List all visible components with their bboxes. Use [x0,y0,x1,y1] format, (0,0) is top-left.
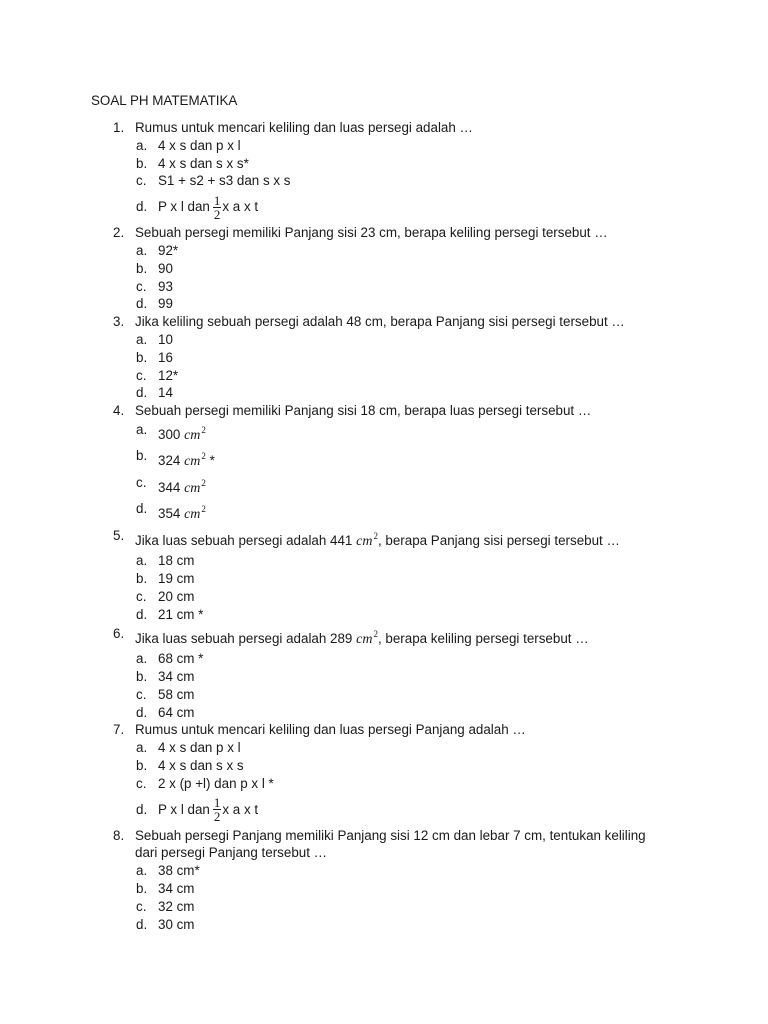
option-text: 93 [158,278,173,294]
option-text: 21 cm * [158,606,204,622]
option-8c [91,898,691,916]
option-5a [91,552,691,570]
unit-text: cm [184,427,201,443]
option-8b [91,880,691,898]
option-label: b. [136,571,148,587]
unit-cm-squared [184,424,206,443]
option-label: a. [136,242,148,258]
option-label: d. [136,296,148,312]
question-text: Rumus untuk mencari keliling dan luas persegi adalah … [135,120,473,135]
option-text: 30 cm [158,916,195,932]
question-text-end: , berapa Panjang sisi persegi tersebut … [377,532,620,548]
fraction-denominator: 2 [213,809,221,825]
option-label: c. [136,173,147,189]
option-text: 4 x s dan s x s [158,757,244,773]
option-label: d. [136,606,148,622]
option-label: b. [136,880,148,896]
option-value: 300 [158,426,181,442]
question-number: 1. [113,120,125,135]
question-7 [91,721,691,739]
option-label: a. [136,553,148,569]
option-1b [91,155,691,173]
option-label: d. [136,916,148,932]
option-text: 12* [158,367,179,383]
option-text-end: x a x t [222,199,259,215]
option-4a [91,420,691,447]
option-label: b. [136,757,148,773]
unit-exponent: 2 [373,628,378,639]
option-label: c. [136,775,147,791]
option-value: 344 [158,479,181,495]
option-text: S1 + s2 + s3 dan s x s [158,173,291,189]
option-text: 92* [158,242,179,258]
option-suffix: * [205,453,215,469]
question-text-line2: dari persegi Panjang tersebut … [135,845,328,861]
option-text: 16 [158,349,173,365]
option-text: 90 [158,260,173,276]
option-label: a. [136,331,148,347]
option-4b [91,446,691,473]
question-number: 3. [113,314,125,330]
option-label: d. [136,501,148,517]
option-label: d. [136,704,148,720]
question-text-end: , berapa keliling persegi tersebut … [377,630,589,646]
document-page [91,92,691,933]
option-text: 38 cm* [158,863,200,879]
option-label: d. [136,385,148,401]
option-7a [91,739,691,757]
option-text: 34 cm [158,668,195,684]
option-5c [91,588,691,606]
option-4d [91,499,691,526]
option-text: 4 x s dan p x l [158,137,241,153]
option-label: c. [136,686,147,702]
option-text: 18 cm [158,553,195,569]
unit-text: cm [184,507,201,523]
option-8d [91,916,691,934]
option-label: a. [136,421,148,437]
option-value: 354 [158,506,181,522]
option-label: a. [136,651,148,667]
unit-exponent: 2 [201,451,206,462]
question-8 [91,827,691,863]
option-2c [91,278,691,296]
option-label: a. [136,863,148,879]
option-label: a. [136,740,148,756]
option-7b [91,757,691,775]
option-text-end: x a x t [222,801,259,817]
fraction-denominator: 2 [213,207,221,223]
question-text: Jika luas sebuah persegi adalah 289 [135,630,353,646]
option-6d [91,704,691,722]
question-number: 6. [113,625,125,641]
option-text: 32 cm [158,898,195,914]
option-2d [91,295,691,313]
fraction-numerator: 1 [213,795,221,811]
option-text: 2 x (p +l) dan p x l * [158,775,274,791]
option-label: b. [136,448,148,464]
option-text: 64 cm [158,704,195,720]
question-3 [91,313,691,331]
question-text: Sebuah persegi memiliki Panjang sisi 23 cm, berapa keliling persegi tersebut … [135,225,608,241]
option-text: 58 cm [158,686,195,702]
question-text: Jika luas sebuah persegi adalah 441 [135,532,353,548]
question-number: 2. [113,225,125,241]
fraction [213,796,222,823]
option-3c [91,367,691,385]
question-number: 8. [113,827,125,843]
option-label: c. [136,278,147,294]
option-6b [91,668,691,686]
option-label: b. [136,155,148,171]
option-4c [91,473,691,500]
question-2 [91,224,691,242]
option-label: b. [136,668,148,684]
option-text: 99 [158,296,173,312]
question-4 [91,402,691,420]
document-title: SOAL PH MATEMATIKA [91,93,238,108]
option-8a [91,862,691,880]
question-text: Rumus untuk mencari keliling dan luas persegi Panjang adalah … [135,722,526,738]
unit-text: cm [356,533,373,549]
option-text: 34 cm [158,880,195,896]
option-text: 14 [158,385,173,401]
option-3b [91,349,691,367]
unit-text: cm [184,480,201,496]
option-label: a. [136,137,148,153]
option-3a [91,331,691,349]
option-5d [91,606,691,624]
option-1a [91,137,691,155]
option-text: 4 x s dan p x l [158,740,241,756]
fraction-numerator: 1 [213,193,221,209]
option-value: 324 [158,453,181,469]
option-6a [91,650,691,668]
unit-text: cm [184,454,201,470]
option-text: P x l dan [158,199,210,215]
unit-cm-squared [184,477,206,496]
unit-exponent: 2 [201,504,206,515]
question-number: 4. [113,403,125,419]
question-1 [91,119,691,137]
option-text: 4 x s dan s x s* [158,155,249,171]
option-2a [91,242,691,260]
unit-exponent: 2 [373,530,378,541]
option-label: c. [136,367,147,383]
unit-exponent: 2 [201,424,206,435]
unit-cm-squared [184,504,206,523]
question-text: Jika keliling sebuah persegi adalah 48 cm, berapa Panjang sisi persegi tersebut … [135,314,625,330]
option-label: d. [136,199,148,215]
option-text: 10 [158,331,173,347]
question-number: 7. [113,722,125,738]
option-label: c. [136,589,147,605]
option-7c [91,775,691,793]
option-1c [91,172,691,190]
option-5b [91,570,691,588]
unit-text: cm [356,631,373,647]
option-label: d. [136,801,148,817]
option-label: b. [136,349,148,365]
option-1d [91,190,691,224]
option-text: 68 cm * [158,651,204,667]
unit-cm-squared [356,530,378,549]
question-text: Sebuah persegi memiliki Panjang sisi 18 cm, berapa luas persegi tersebut … [135,403,592,419]
option-6c [91,686,691,704]
question-6 [91,624,691,651]
unit-cm-squared [356,628,378,647]
option-label: c. [136,474,147,490]
option-3d [91,384,691,402]
fraction [213,194,222,221]
option-text: 19 cm [158,571,195,587]
option-7d [91,793,691,827]
question-text-line1: Sebuah persegi Panjang memiliki Panjang sisi 12 cm dan lebar 7 cm, tentukan keliling [135,827,646,843]
option-label: c. [136,898,147,914]
unit-cm-squared [184,451,206,470]
option-text: P x l dan [158,801,210,817]
option-label: b. [136,260,148,276]
unit-exponent: 2 [201,477,206,488]
option-text: 20 cm [158,589,195,605]
option-2b [91,260,691,278]
question-5 [91,526,691,553]
question-number: 5. [113,527,125,543]
